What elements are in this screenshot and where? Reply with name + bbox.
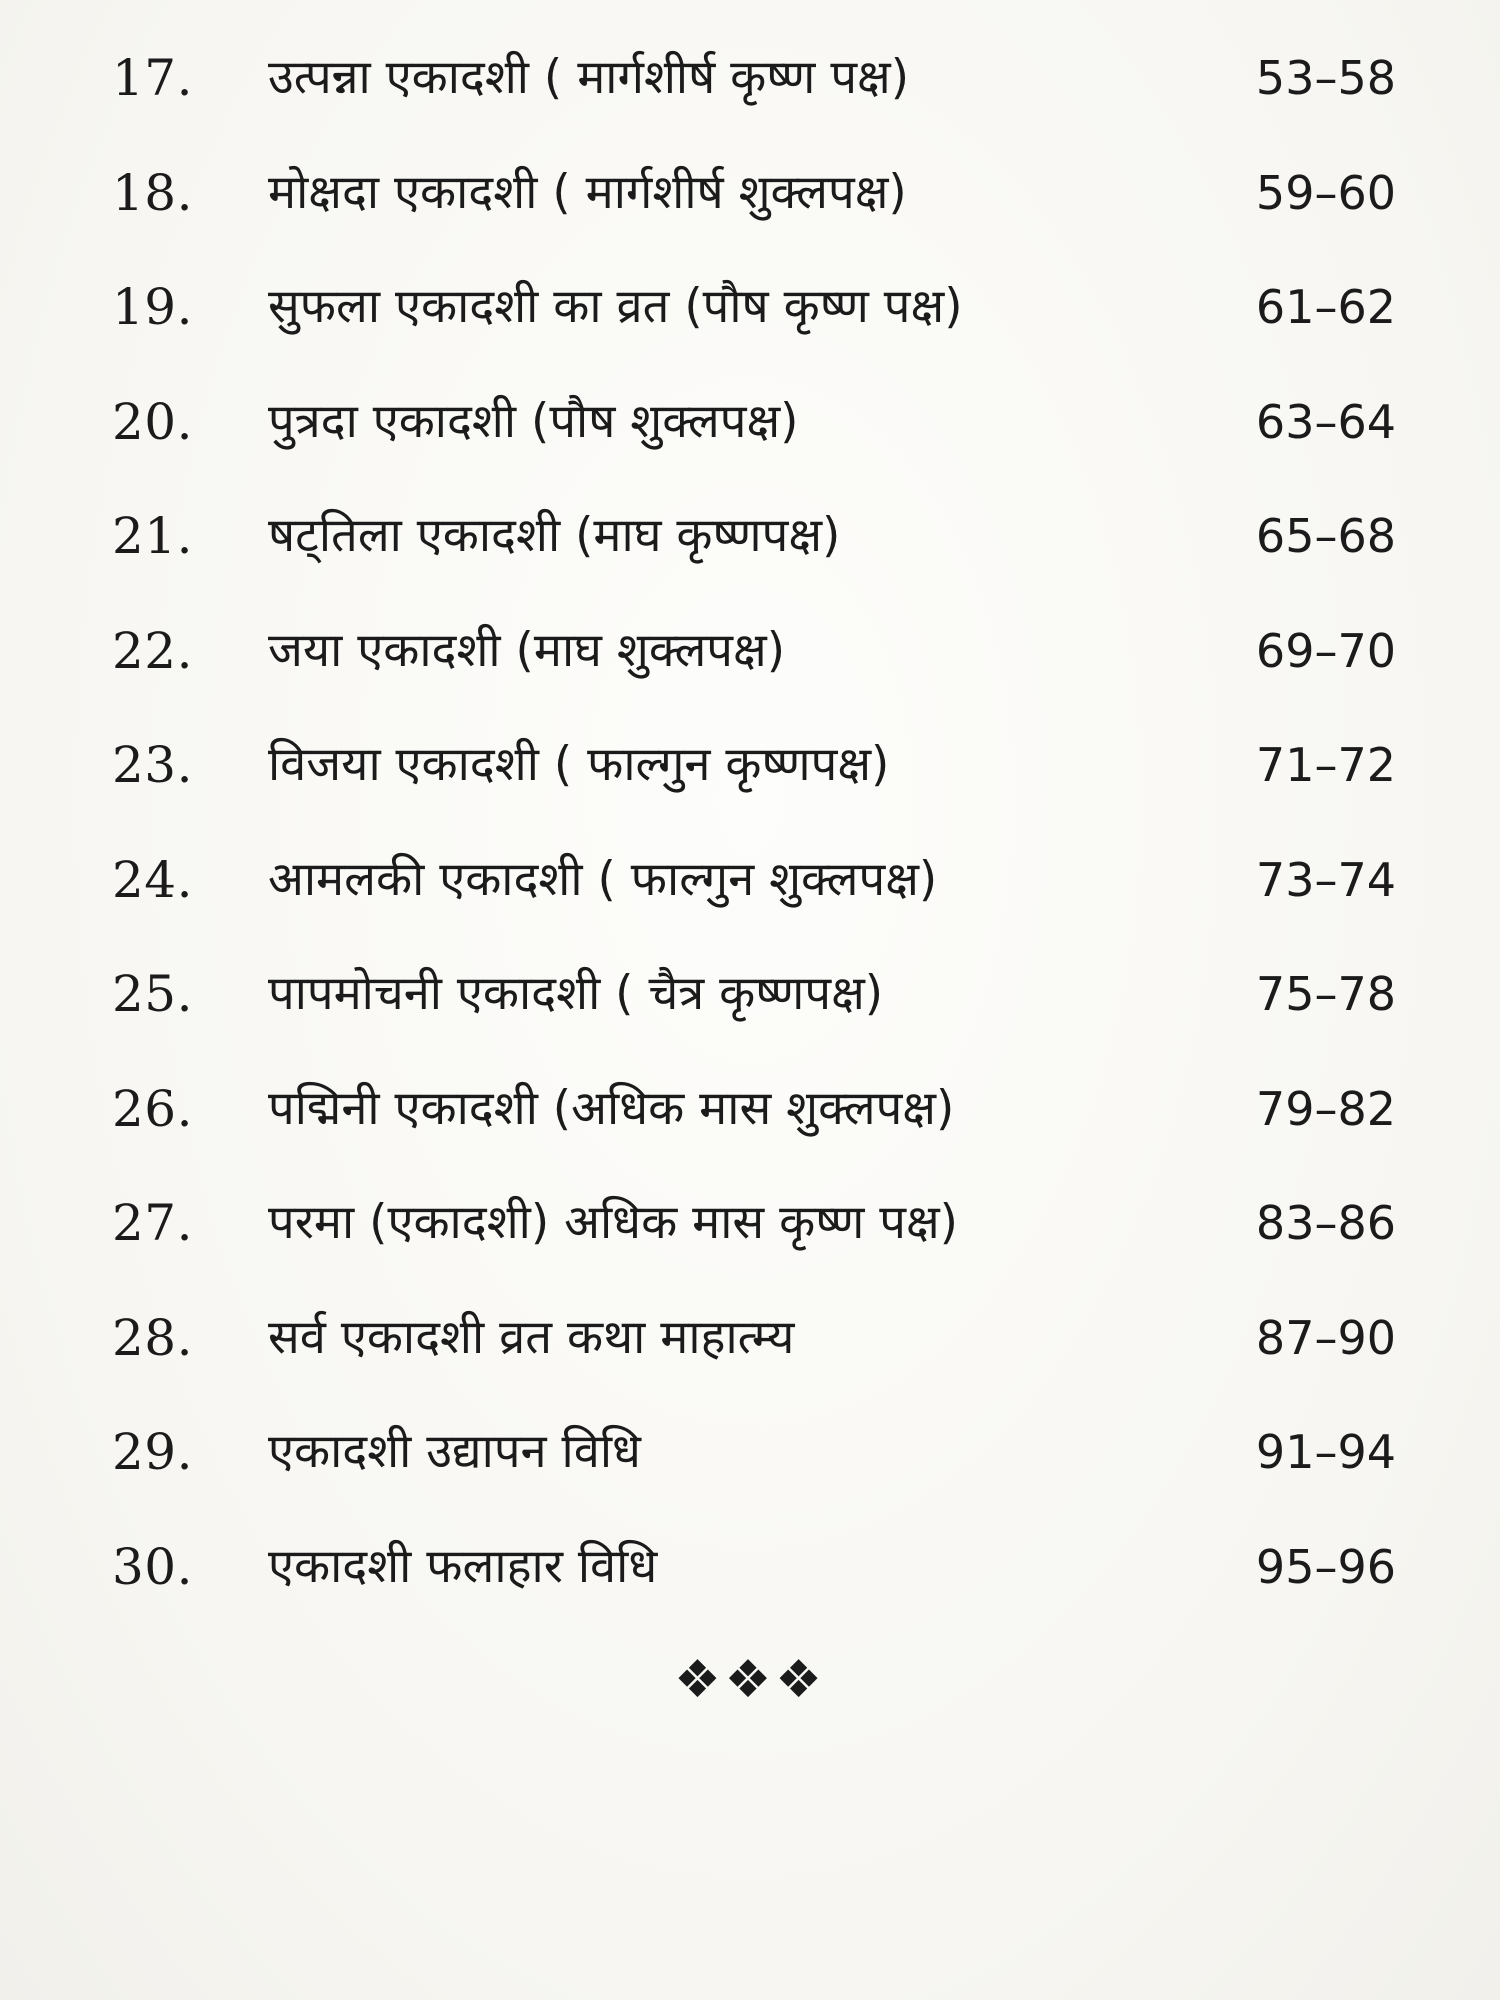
entry-pages: 53–58	[1255, 51, 1396, 105]
entry-title: एकादशी फलाहार विधि	[268, 1538, 658, 1594]
entry-number: 21.	[112, 507, 194, 565]
entry-title: उत्पन्ना एकादशी ( मार्गशीर्ष कृष्ण पक्ष)	[268, 50, 910, 105]
entry-pages: 71–72	[1255, 738, 1396, 792]
toc-entry	[0, 1059, 1500, 1174]
toc-entry	[0, 486, 1500, 601]
entry-number: 18.	[112, 163, 194, 222]
entry-number: 17.	[112, 49, 194, 107]
table-of-contents	[0, 28, 1500, 1631]
entry-title: जया एकादशी (माघ शुक्लपक्ष)	[268, 622, 786, 678]
toc-entry	[0, 715, 1500, 830]
entry-title: परमा (एकादशी) अधिक मास कृष्ण पक्ष)	[268, 1195, 958, 1250]
entry-number: 22.	[112, 621, 194, 680]
entry-title: आमलकी एकादशी ( फाल्गुन शुक्लपक्ष)	[268, 851, 938, 907]
toc-entry	[0, 601, 1500, 716]
entry-title: सर्व एकादशी व्रत कथा माहात्म्य	[268, 1309, 795, 1365]
toc-entry	[0, 257, 1500, 372]
toc-entry	[0, 1288, 1500, 1403]
entry-title: पापमोचनी एकादशी ( चैत्र कृष्णपक्ष)	[268, 966, 884, 1021]
toc-entry	[0, 143, 1500, 258]
entry-pages: 69–70	[1255, 623, 1396, 678]
entry-pages: 65–68	[1255, 509, 1396, 563]
entry-pages: 73–74	[1255, 852, 1396, 907]
entry-pages: 61–62	[1255, 280, 1396, 334]
entry-pages: 75–78	[1255, 967, 1396, 1021]
toc-entry	[0, 28, 1500, 143]
entry-title: विजया एकादशी ( फाल्गुन कृष्णपक्ष)	[268, 737, 890, 792]
entry-title: पद्मिनी एकादशी (अधिक मास शुक्लपक्ष)	[268, 1080, 955, 1136]
entry-title: सुफला एकादशी का व्रत (पौष कृष्ण पक्ष)	[268, 279, 963, 334]
entry-number: 29.	[112, 1423, 194, 1481]
entry-pages: 59–60	[1255, 165, 1396, 220]
entry-number: 23.	[112, 736, 194, 794]
toc-entry	[0, 1402, 1500, 1517]
entry-pages: 87–90	[1255, 1310, 1396, 1365]
toc-entry	[0, 944, 1500, 1059]
entry-title: षट्तिला एकादशी (माघ कृष्णपक्ष)	[268, 508, 841, 563]
entry-number: 19.	[112, 278, 194, 336]
entry-number: 27.	[112, 1194, 194, 1252]
entry-number: 30.	[112, 1537, 194, 1596]
toc-entry	[0, 1173, 1500, 1288]
entry-number: 25.	[112, 965, 194, 1023]
entry-number: 24.	[112, 850, 194, 909]
entry-number: 28.	[112, 1308, 194, 1367]
entry-title: मोक्षदा एकादशी ( मार्गशीर्ष शुक्लपक्ष)	[268, 164, 907, 220]
entry-pages: 63–64	[1255, 394, 1396, 449]
entry-pages: 83–86	[1255, 1196, 1396, 1250]
entry-title: पुत्रदा एकादशी (पौष शुक्लपक्ष)	[268, 393, 799, 449]
ornament-divider: ❖❖❖	[674, 1650, 826, 1710]
toc-entry	[0, 372, 1500, 487]
entry-pages: 95–96	[1255, 1539, 1396, 1594]
toc-entry	[0, 1517, 1500, 1632]
entry-number: 20.	[112, 392, 194, 451]
toc-entry	[0, 830, 1500, 945]
entry-title: एकादशी उद्यापन विधि	[268, 1424, 641, 1479]
entry-pages: 79–82	[1255, 1081, 1396, 1136]
entry-pages: 91–94	[1255, 1425, 1396, 1479]
entry-number: 26.	[112, 1079, 194, 1138]
